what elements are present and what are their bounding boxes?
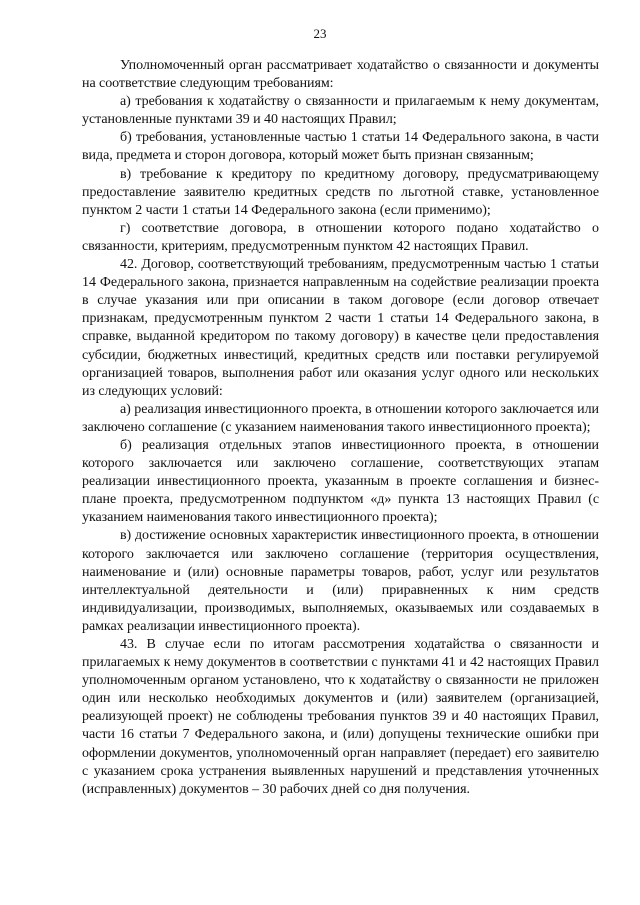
- paragraph-42-item-v: в) достижение основных характеристик инвестиционного проекта, в отношении которого заключается или заключено соглашение (территория осуществления, наименование и (или) основные параметры товаров, работ, услуг или результатов интеллектуальной деятельности и (или) приравненных к ним средств индивидуализации, производимых, выполняемых, оказываемых или создаваемых в рамках реализации инвестиционного проекта).: [82, 528, 599, 634]
- paragraph-42-item-b: б) реализация отдельных этапов инвестиционного проекта, в отношении которого заключается или заключено соглашение, соответствующих этапам реализации инвестиционного проекта, указанным в проекте соглашения и бизнес-плане проекта, предусмотренном подпунктом «д» пункта 13 настоящих Правил (с указанием наименования такого инвестиционного проекта);: [82, 437, 599, 526]
- page-number: 23: [313, 26, 327, 41]
- paragraph-intro: Уполномоченный орган рассматривает ходатайство о связанности и документы на соответствие следующим требованиям:: [82, 58, 599, 92]
- paragraph-section-43: 43. В случае если по итогам рассмотрения ходатайства о связанности и прилагаемых к нему документов в соответствии с пунктами 41 и 42 настоящих Правил уполномоченным органом установлено, что к ходатайству о связанности не приложен один или несколько необходимых документов и (или) заявителем (организацией, реализующей проект) не соблюдены требования пунктов 39 и 40 настоящих Правил, части 16 статьи 7 Федерального закона, и (или) допущены технические ошибки при оформлении документов, уполномоченный орган направляет (передает) его заявителю с указанием срока устранения выявленных нарушений и представления уточненных (исправленных) документов – 30 рабочих дней со дня получения.: [82, 637, 599, 797]
- paragraph-item-v: в) требование к кредитору по кредитному договору, предусматривающему предоставление заявителю кредитных средств по льготной ставке, установленное пунктом 2 части 1 статьи 14 Федерального закона (если применимо);: [82, 166, 599, 218]
- paragraph-section-42: 42. Договор, соответствующий требованиям, предусмотренным частью 1 статьи 14 Федерального закона, признается направленным на содействие реализации проекта в случае указания или при описании в таком договоре (если договор отвечает признакам, предусмотренным пунктом 2 части 1 статьи 14 Федерального закона, в справке, выданной кредитором по такому договору) в качестве цели предоставления субсидии, бюджетных инвестиций, кредитных средств или поставки регулируемой организацией товаров, выполнения работ или оказания услуг одного или нескольких из следующих условий:: [82, 257, 599, 399]
- paragraph-item-a: а) требования к ходатайству о связанности и прилагаемым к нему документам, установленные пунктами 39 и 40 настоящих Правил;: [82, 94, 599, 128]
- paragraph-item-b: б) требования, установленные частью 1 статьи 14 Федерального закона, в части вида, предмета и сторон договора, который может быть признан связанным;: [82, 130, 599, 164]
- paragraph-42-item-a: а) реализация инвестиционного проекта, в отношении которого заключается или заключено соглашение (с указанием наименования такого инвестиционного проекта);: [82, 401, 599, 435]
- paragraph-item-g: г) соответствие договора, в отношении которого подано ходатайство о связанности, критериям, предусмотренным пунктом 42 настоящих Правил.: [82, 220, 599, 254]
- document-body: [82, 57, 599, 799]
